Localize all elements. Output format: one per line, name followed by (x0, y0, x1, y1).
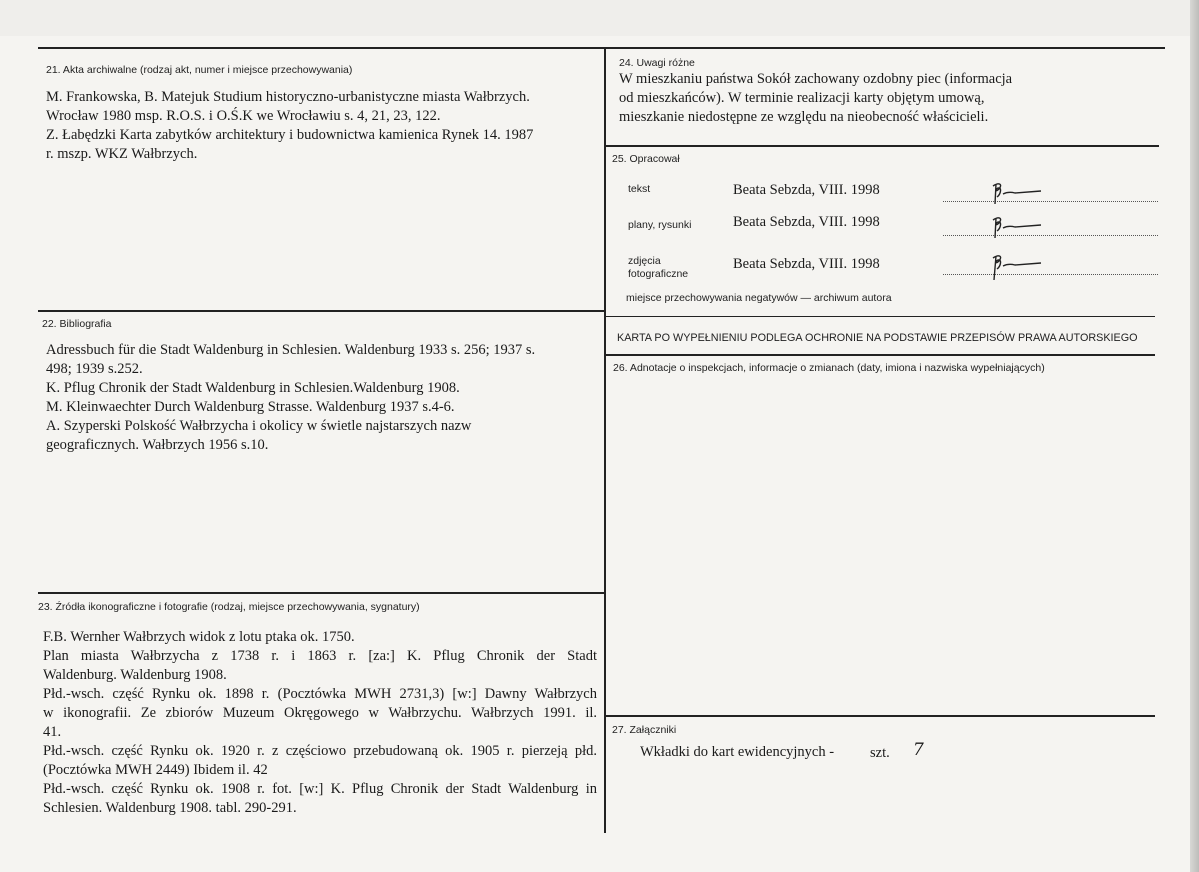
text-line: 498; 1939 s.252. (46, 361, 143, 377)
author-row-label-text: tekst (628, 183, 651, 195)
author-row-value-photos: Beata Sebzda, VIII. 1998 (733, 256, 880, 272)
text-line: Płd.-wsch. część Rynku ok. 1898 r. (Pocztówka MWH 2731,3) [w:] Dawny Wałbrzych (43, 686, 597, 702)
text-line: Płd.-wsch. część Rynku ok. 1908 r. fot. [w:] K. Pflug Chronik der Stadt Waldenburg in (43, 781, 597, 797)
text-line: M. Frankowska, B. Matejuk Studium historyczno-urbanistyczne miasta Wałbrzych. (46, 89, 530, 105)
text-line: 41. (43, 724, 62, 740)
text-line: Z. Łabędzki Karta zabytków architektury i budownictwa kamienica Rynek 14. 1987 (46, 127, 534, 143)
rule-25-26-a (604, 316, 1155, 317)
text-line: Wrocław 1980 msp. R.O.S. i O.Ś.K we Wrocławiu s. 4, 21, 23, 122. (46, 108, 441, 124)
section-21-label: 21. Akta archiwalne (rodzaj akt, numer i miejsce przechowywania) (46, 64, 353, 76)
text-line: mieszkanie niedostępne ze względu na nieobecność właścicieli. (619, 109, 989, 125)
signature-mark (985, 180, 1045, 206)
text-line: K. Pflug Chronik der Stadt Waldenburg in Schlesien.Waldenburg 1908. (46, 380, 460, 396)
section-23-label: 23. Źródła ikonograficzne i fotografie (rodzaj, miejsce przechowywania, sygnatury) (38, 601, 420, 613)
top-rule (38, 47, 1165, 49)
section-24-text (619, 70, 1159, 127)
text-line: Plan miasta Wałbrzycha z 1738 r. i 1863 r. [za:] K. Pflug Chronik der Stadt (43, 648, 597, 664)
rule-24-25 (604, 145, 1159, 147)
section-24-label: 24. Uwagi różne (619, 57, 695, 69)
section-23-text (43, 628, 597, 818)
rule-26-27 (604, 715, 1155, 717)
text-line: W mieszkaniu państwa Sokół zachowany ozdobny piec (informacja (619, 71, 1013, 87)
author-row-value-drawings: Beata Sebzda, VIII. 1998 (733, 214, 880, 230)
text-line: Adressbuch für die Stadt Waldenburg in Schlesien. Waldenburg 1933 s. 256; 1937 s. (46, 342, 536, 358)
text-line: geograficznych. Wałbrzych 1956 s.10. (46, 437, 269, 453)
text-line: F.B. Wernher Wałbrzych widok z lotu ptaka ok. 1750. (43, 629, 355, 645)
section-27-label: 27. Załączniki (612, 724, 677, 736)
scan-right-edge (1190, 0, 1199, 872)
signature-mark (985, 214, 1045, 240)
signature-line (943, 235, 1158, 236)
copyright-notice: KARTA PO WYPEŁNIENIU PODLEGA OCHRONIE NA PODSTAWIE PRZEPISÓW PRAWA AUTORSKIEGO (617, 332, 1138, 344)
section-25-label: 25. Opracował (612, 153, 680, 165)
section-22-text (46, 341, 596, 455)
author-row-label-photos-1: zdjęcia (628, 255, 661, 267)
section-21-text (46, 88, 596, 164)
attachments-count: 7 (913, 740, 924, 760)
attachments-text: Wkładki do kart ewidencyjnych - (640, 744, 835, 760)
rule-25-26-b (604, 354, 1155, 356)
text-line: Waldenburg. Waldenburg 1908. (43, 667, 227, 683)
text-line: Płd.-wsch. część Rynku ok. 1920 r. z częściowo przebudowaną ok. 1905 r. pierzeją płd. (43, 743, 597, 759)
author-row-value-text: Beata Sebzda, VIII. 1998 (733, 182, 880, 198)
negatives-location: miejsce przechowywania negatywów — archiwum autora (626, 292, 892, 304)
signature-mark (985, 252, 1045, 282)
text-line: r. mszp. WKZ Wałbrzych. (46, 146, 198, 162)
section-26-label: 26. Adnotacje o inspekcjach, informacje o zmianach (daty, imiona i nazwiska wypełniających) (613, 362, 1045, 374)
text-line: od mieszkańców). W terminie realizacji karty objętym umową, (619, 90, 985, 106)
author-row-label-drawings: plany, rysunki (628, 219, 692, 231)
signature-line (943, 201, 1158, 202)
text-line: w ikonografii. Ze zbiorów Muzeum Okręgowego w Wałbrzychu. Wałbrzych 1991. il. (43, 705, 597, 721)
text-line: Schlesien. Waldenburg 1908. tabl. 290-291. (43, 800, 297, 816)
attachments-szt-label: szt. (870, 745, 890, 761)
text-line: A. Szyperski Polskość Wałbrzycha i okolicy w świetle najstarszych nazw (46, 418, 472, 434)
text-line: M. Kleinwaechter Durch Waldenburg Strasse. Waldenburg 1937 s.4-6. (46, 399, 455, 415)
scan-top-band (0, 0, 1190, 36)
rule-21-22 (38, 310, 605, 312)
author-row-label-photos-2: fotograficzne (628, 268, 689, 280)
text-line: (Pocztówka MWH 2449) Ibidem il. 42 (43, 762, 268, 778)
rule-22-23 (38, 592, 605, 594)
signature-line (943, 274, 1158, 275)
section-22-label: 22. Bibliografia (42, 318, 112, 330)
